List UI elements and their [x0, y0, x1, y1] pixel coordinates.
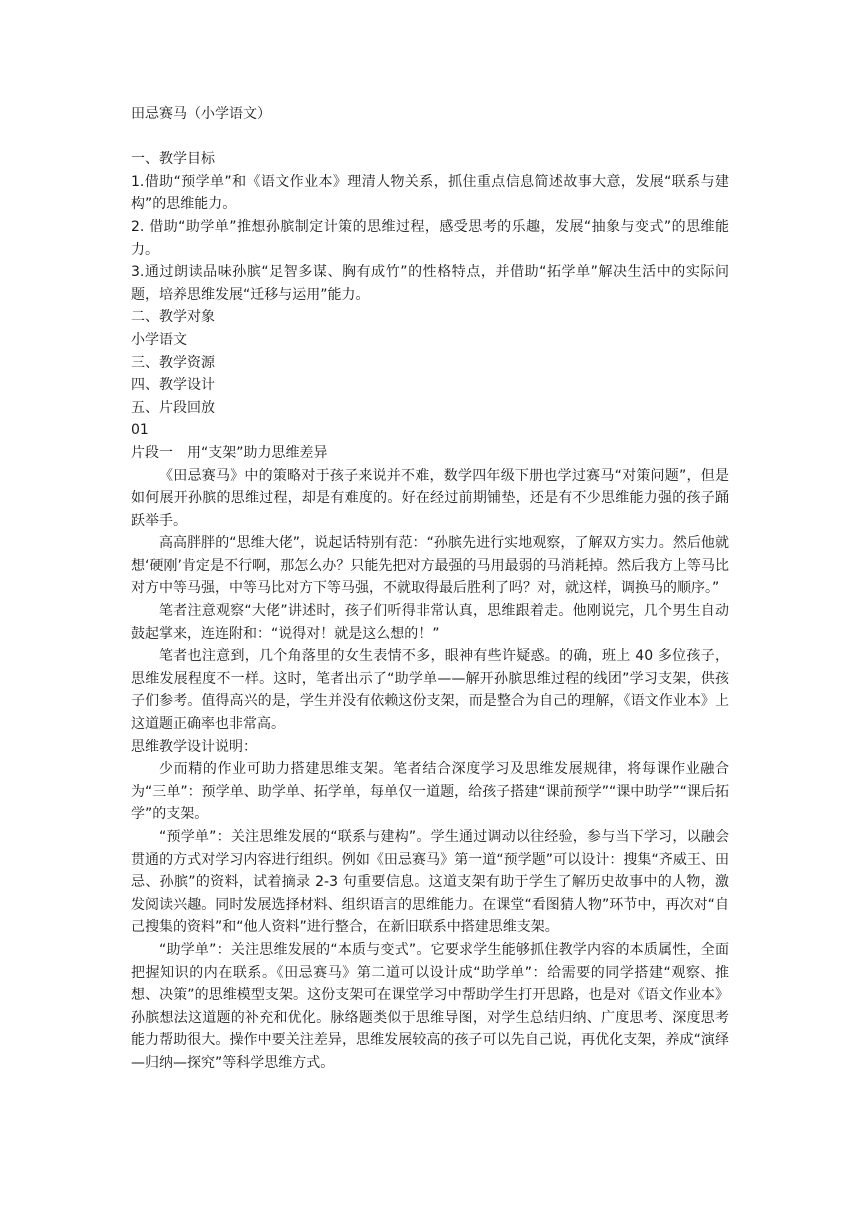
document-page [131, 103, 729, 1075]
paragraph: “预学单”：关注思维发展的“联系与建构”。学生通过调动以往经验，参与当下学习，以融会贯通的方式对学习内容进行组织。例如《田忌赛马》第一道“预学题”可以设计：搜集“齐威王、田忌、孙膑”的资料，试着摘录 2-3 句重要信息。这道支架有助于学生了解历史故事中的人物，激发阅读兴趣。同时发展选择材料、组织语言的思维能力。在课堂“看图猜人物”环节中，再次对“自己搜集的资料”和“他人资料”进行整合，在新旧联系中搭建思维支架。 [131, 829, 729, 936]
audience-text: 小学语文 [131, 331, 187, 348]
section-heading-audience: 二、教学对象 [131, 309, 215, 326]
paragraph: 《田忌赛马》中的策略对于孩子来说并不难，数学四年级下册也学过赛马“对策问题”，但是如何展开孙膑的思维过程，却是有难度的。好在经过前期铺垫，还是有不少思维能力强的孩子踊跃举手。 [131, 467, 729, 529]
paragraph: 少而精的作业可助力搭建思维支架。笔者结合深度学习及思维发展规律，将每课作业融合为“三单”：预学单、助学单、拓学单，每单仅一道题，给孩子搭建“课前预学”“课中助学”“课后拓学”的支架。 [131, 761, 729, 823]
section-heading-design: 四、教学设计 [131, 377, 215, 394]
document-title: 田忌赛马（小学语文） [131, 106, 271, 122]
fragment-title: 片段一 用“支架”助力思维差异 [131, 444, 328, 461]
paragraph: “助学单”：关注思维发展的“本质与变式”。它要求学生能够抓住教学内容的本质属性，全面把握知识的内在联系。《田忌赛马》第二道可以设计成“助学单”：给需要的同学搭建“观察、推想、决策”的思维模型支架。这份支架可在课堂学习中帮助学生打开思路，也是对《语文作业本》孙膑想法这道题的补充和优化。脉络题类似于思维导图，对学生总结归纳、广度思考、深度思考能力帮助很大。操作中要关注差异，思维发展较高的孩子可以先自己说，再优化支架，养成“演绎—归纳—探究”等科学思维方式。 [131, 941, 729, 1071]
design-notes-heading: 思维教学设计说明： [131, 738, 257, 755]
fragment-number: 01 [131, 422, 149, 439]
paragraph: 笔者也注意到，几个角落里的女生表情不多，眼神有些许疑惑。的确，班上 40 多位孩子，思维发展程度不一样。这时，笔者出示了“助学单——解开孙膑思维过程的线团”学习支架，供孩子们参考。值得高兴的是，学生并没有依赖这份支架，而是整合为自己的理解，《语文作业本》上这道题正确率也非常高。 [131, 648, 729, 733]
paragraph: 笔者注意观察“大佬”讲述时，孩子们听得非常认真，思维跟着走。他刚说完，几个男生自动鼓起掌来，连连附和：“说得对！就是这么想的！” [131, 603, 729, 642]
section-heading-resources: 三、教学资源 [131, 354, 215, 371]
goal-item-2: 2. 借助“助学单”推想孙膑制定计策的思维过程，感受思考的乐趣，发展“抽象与变式”的思维能力。 [131, 218, 729, 258]
goal-item-3: 3.通过朗读品味孙膑“足智多谋、胸有成竹”的性格特点，并借助“拓学单”解决生活中的实际问题，培养思维发展“迁移与运用”能力。 [131, 264, 729, 303]
section-heading-replay: 五、片段回放 [131, 399, 215, 416]
section-heading-goals: 一、教学目标 [131, 151, 215, 168]
paragraph: 高高胖胖的“思维大佬”，说起话特别有范：“孙膑先进行实地观察，了解双方实力。然后他就想‘硬刚’肯定是不行啊，那怎么办？只能先把对方最强的马用最弱的马消耗掉。然后我方上等马比对方中等马强，中等马比对方下等马强，不就取得最后胜利了吗？对，就这样，调换马的顺序。” [131, 535, 729, 597]
goal-item-1: 1.借助“预学单”和《语文作业本》理清人物关系，抓住重点信息简述故事大意，发展“联系与建构”的思维能力。 [131, 173, 729, 213]
